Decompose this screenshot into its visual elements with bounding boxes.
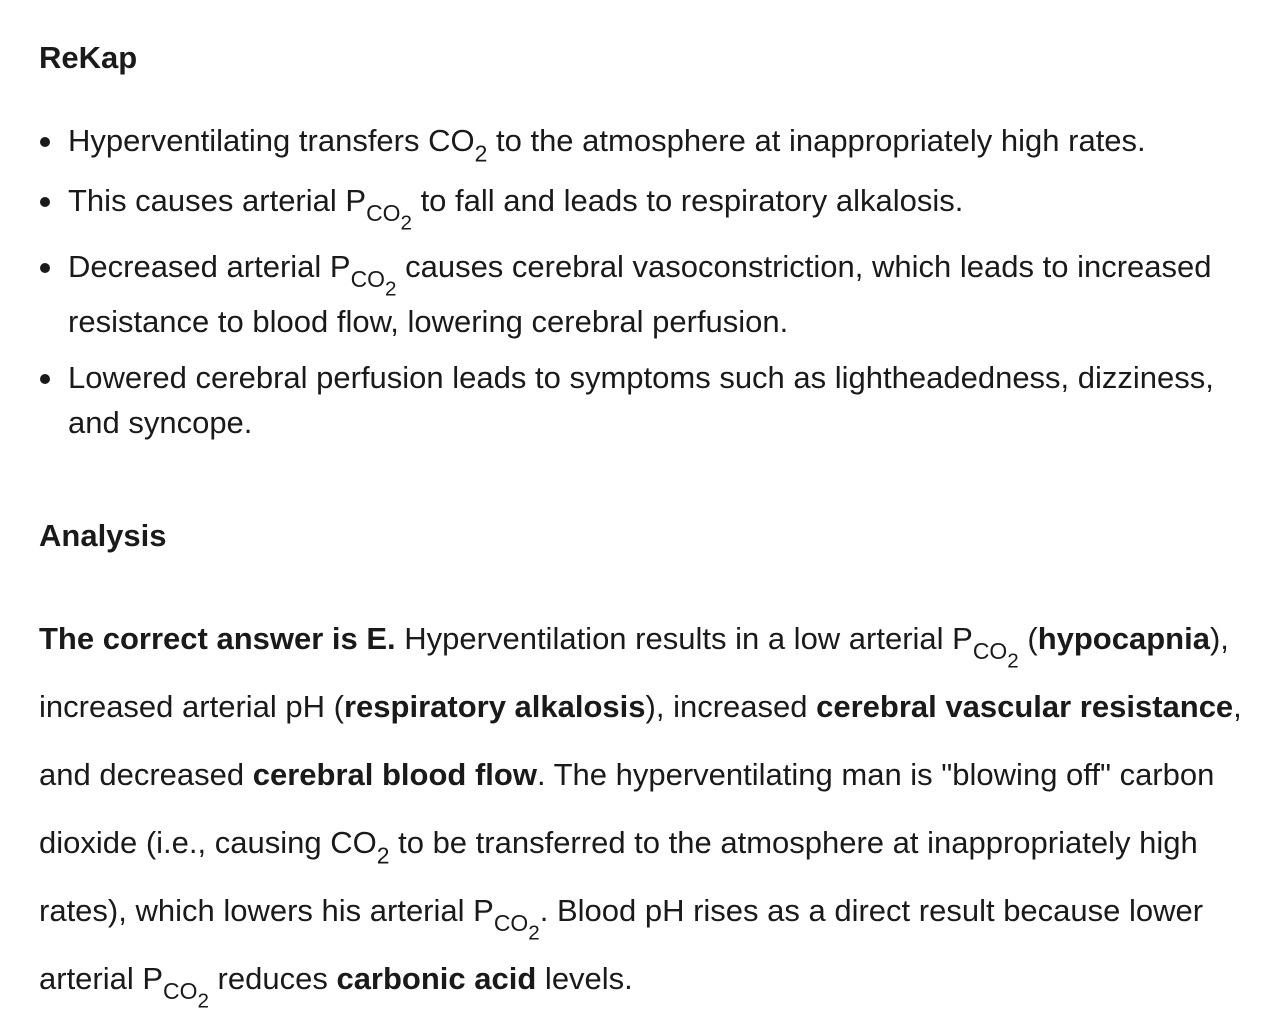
analysis-paragraph: The correct answer is E. Hyperventilation results in a low arterial $P_{CO_2}$ (hypocapnia), increased arterial pH (respiratory alkalosis), increased cerebral vascular resistance, and decreased cerebral blood flow. The hyperventilating man is "blowing off" carbon dioxide (i.e., causing $CO_2$ to be transferred to the atmosphere at inappropriately high rates), which lowers his arterial $P_{CO_2}$. Blood pH rises as a direct result because lower arterial $P_{CO_2}$ reduces carbonic acid levels. — [39, 621, 1242, 1013]
analysis-heading: Analysis — [39, 518, 167, 553]
rekap-list — [0, 118, 1276, 460]
rekap-heading: ReKap — [39, 40, 138, 75]
list-item: Decreased arterial $P_{CO_2}$ causes cerebral vasoconstriction, which leads to increased resistance to blood flow, lowering cerebral perfusion. — [0, 239, 1276, 349]
list-item: Hyperventilating transfers $CO_2$ to the atmosphere at inappropriately high rates. — [0, 118, 1276, 163]
bullet-icon — [40, 374, 50, 384]
bullet-icon — [40, 137, 50, 147]
correct-answer-lead: The correct answer is E. — [39, 621, 396, 656]
bullet-icon — [40, 263, 50, 273]
list-item: Lowered cerebral perfusion leads to symptoms such as lightheadedness, dizziness, and syncope. — [0, 355, 1276, 445]
list-item: This causes arterial $P_{CO_2}$ to fall and leads to respiratory alkalosis. — [0, 178, 1276, 224]
bullet-icon — [40, 197, 50, 207]
